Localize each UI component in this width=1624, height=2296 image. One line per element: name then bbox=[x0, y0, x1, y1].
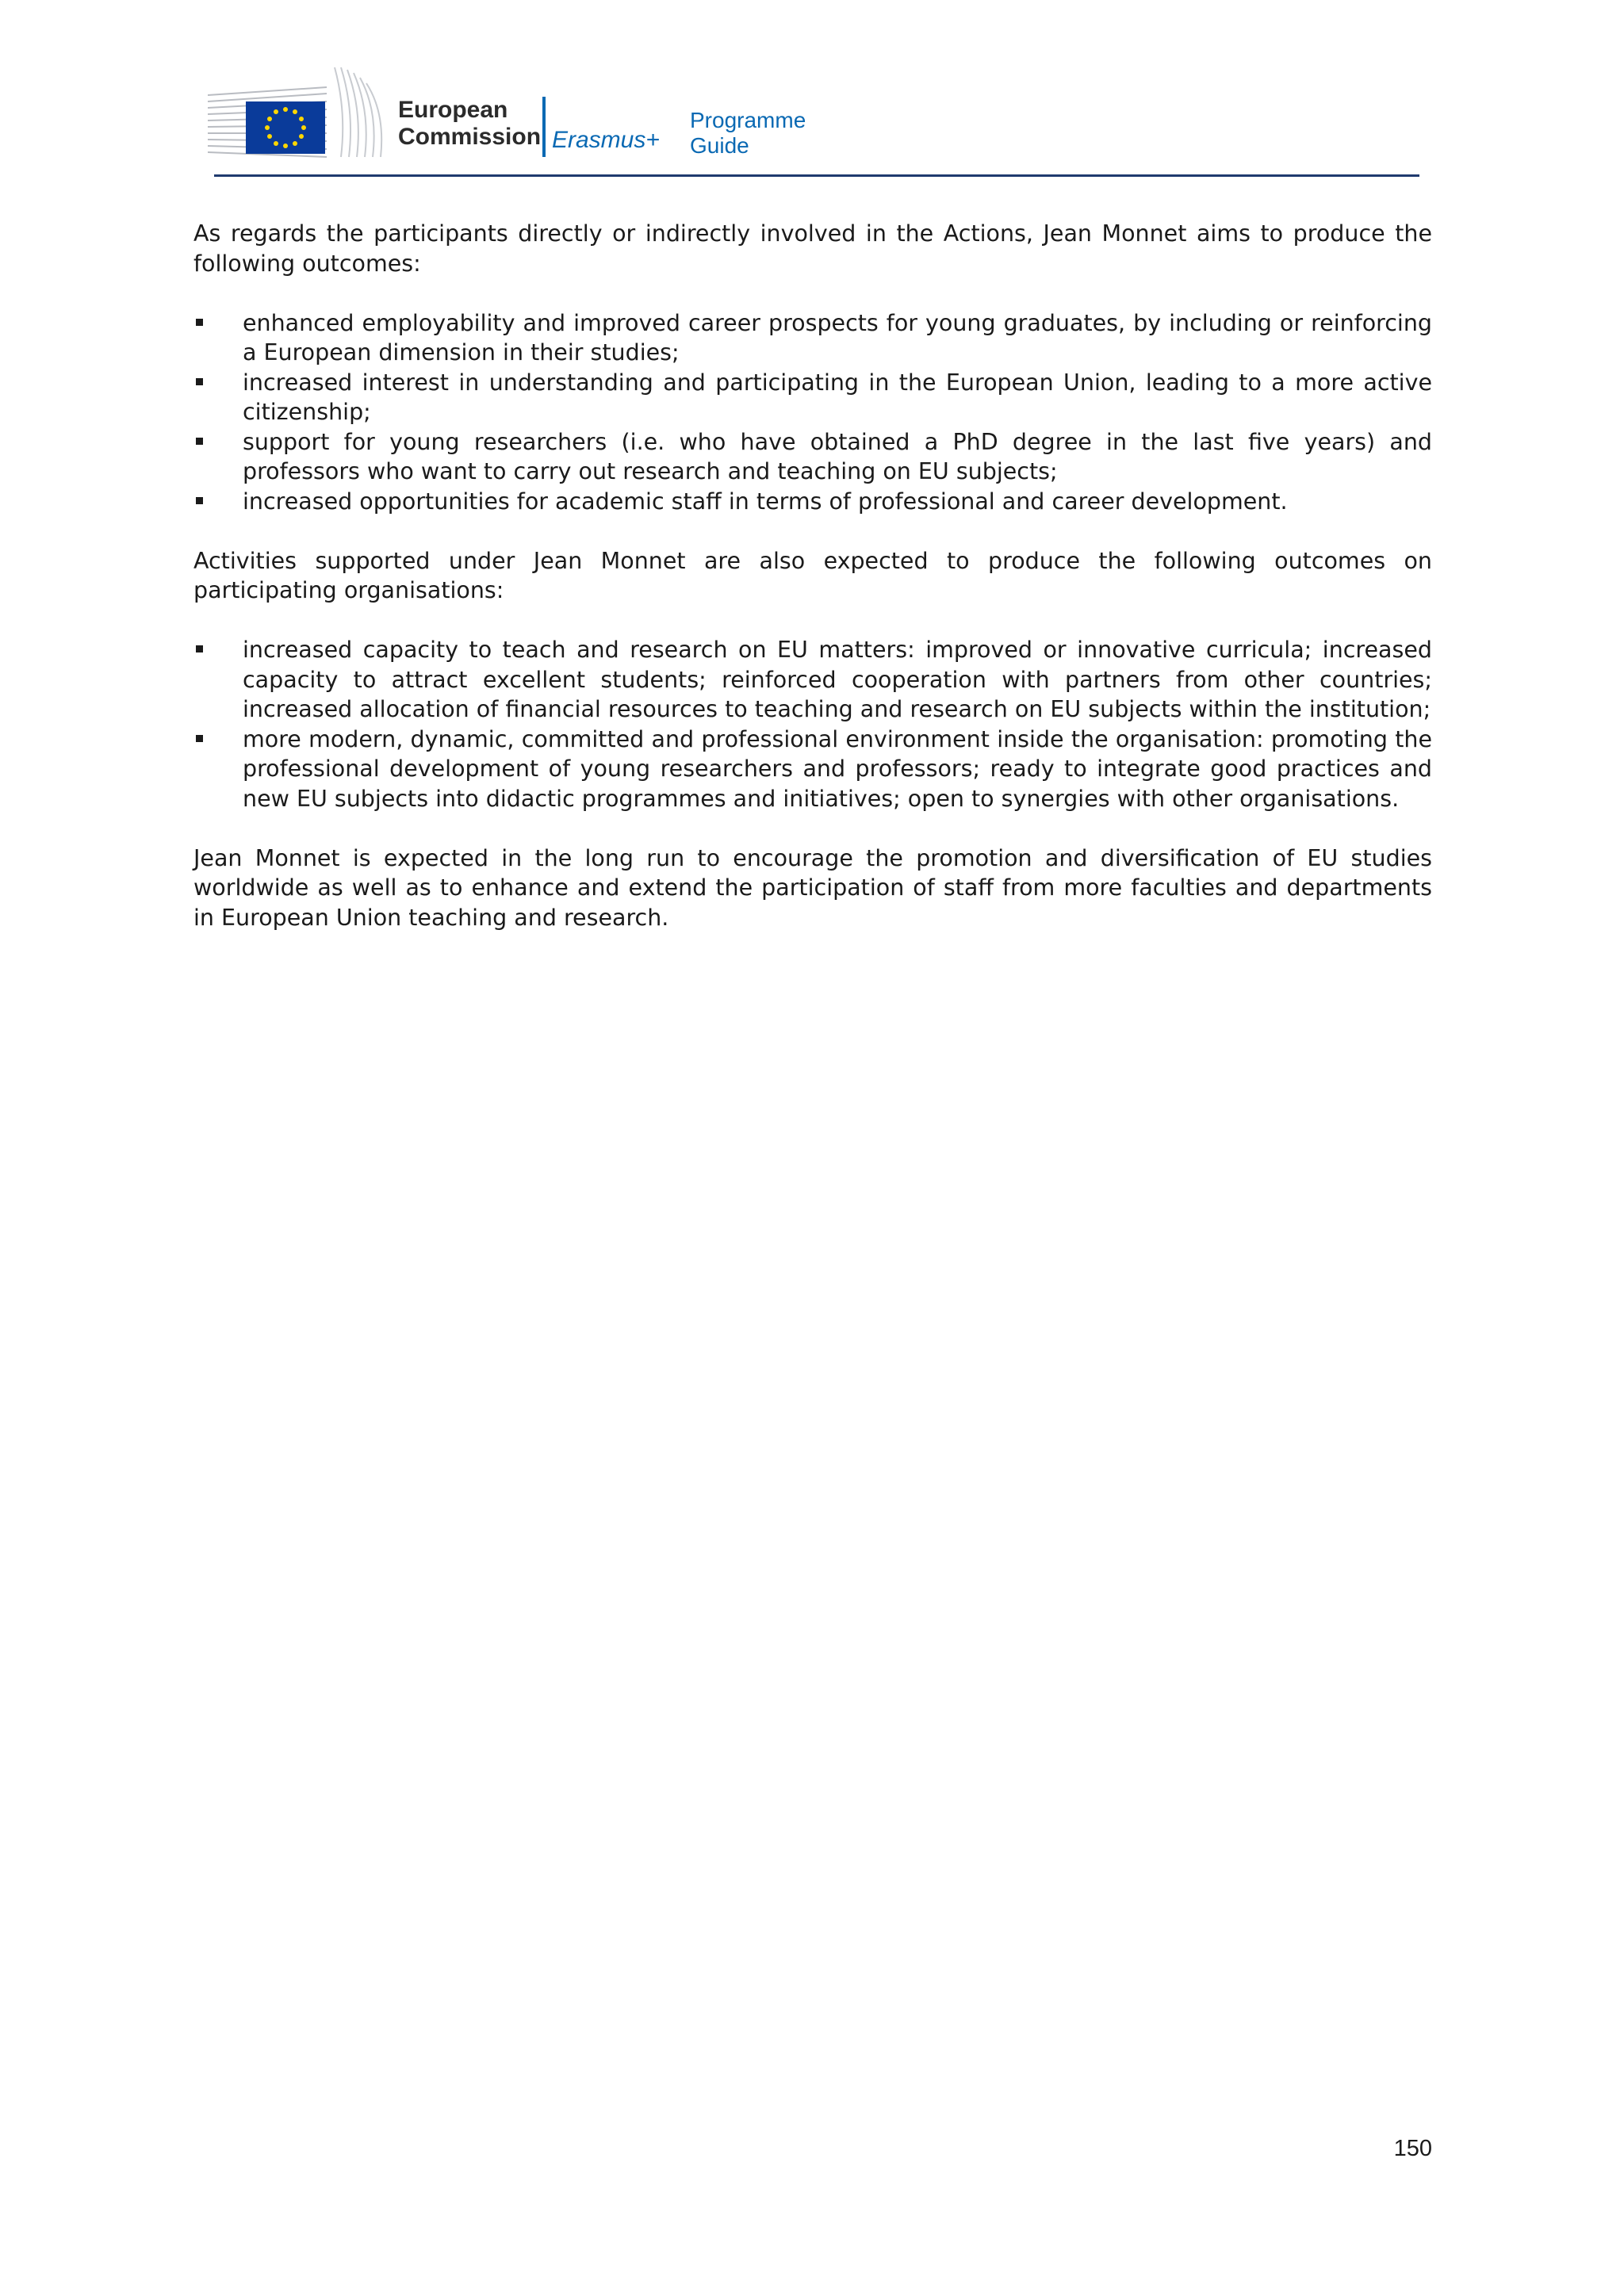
logo-text bbox=[398, 97, 541, 151]
participant-outcomes-list bbox=[193, 308, 1432, 517]
bullet-icon bbox=[196, 497, 203, 504]
intro-paragraph-participants: As regards the participants directly or indirectly involved in the Actions, Jean Monnet aims to produce the following outcomes: bbox=[193, 220, 1432, 277]
list-item-text: increased opportunities for academic staff in terms of professional and career development. bbox=[243, 488, 1288, 515]
erasmus-brand: Erasmus+ bbox=[552, 127, 660, 153]
logo-divider bbox=[542, 97, 546, 157]
list-item-text: support for young researchers (i.e. who have obtained a PhD degree in the last five years) and professors who want to carry out research and teaching on EU subjects; bbox=[243, 428, 1432, 484]
header-divider bbox=[214, 174, 1419, 177]
organisation-outcomes-list bbox=[193, 635, 1432, 813]
main-content bbox=[193, 219, 1432, 962]
european-commission-logo-icon bbox=[208, 63, 390, 159]
list-item-text: increased interest in understanding and participating in the European Union, leading to a more active citizenship; bbox=[243, 369, 1432, 425]
logo-line-european: European bbox=[398, 97, 508, 123]
bullet-icon bbox=[196, 319, 203, 326]
list-item-text: enhanced employability and improved career prospects for young graduates, by including or reinforcing a European dimension in their studies; bbox=[243, 309, 1432, 365]
guide-line-programme: Programme bbox=[690, 108, 806, 132]
closing-paragraph: Jean Monnet is expected in the long run to encourage the promotion and diversification of EU studies worldwide as well as to enhance and extend the participation of staff from more faculties and departments in European Union teaching and research. bbox=[193, 844, 1432, 931]
list-item bbox=[193, 725, 1432, 814]
page-number: 150 bbox=[1393, 2136, 1432, 2161]
list-item bbox=[193, 368, 1432, 427]
list-item bbox=[193, 427, 1432, 487]
bullet-icon bbox=[196, 645, 203, 652]
logo-line-commission: Commission bbox=[398, 124, 542, 150]
bullet-icon bbox=[196, 438, 203, 445]
list-item-text: increased capacity to teach and research on EU matters: improved or innovative curricula; increased capacity to attract excellent students; reinforced cooperation with partners from other countries; increased allocation of financial resources to teaching and research on EU subjects within the institution; bbox=[243, 637, 1432, 722]
programme-guide-label bbox=[690, 108, 806, 159]
bullet-icon bbox=[196, 378, 203, 385]
list-item bbox=[193, 308, 1432, 368]
intro-paragraph-organisations: Activities supported under Jean Monnet are also expected to produce the following outcomes on participating organisations: bbox=[193, 547, 1432, 603]
bullet-icon bbox=[196, 735, 203, 742]
list-item bbox=[193, 487, 1432, 517]
list-item bbox=[193, 635, 1432, 725]
list-item-text: more modern, dynamic, committed and professional environment inside the organisation: promoting the professional development of young researchers and professors; ready to integrate good practices and new EU subjects into didactic programmes and initiatives; open to synergies with other organisations. bbox=[243, 725, 1432, 812]
page-header bbox=[208, 55, 1421, 178]
guide-line-guide: Guide bbox=[690, 133, 749, 158]
